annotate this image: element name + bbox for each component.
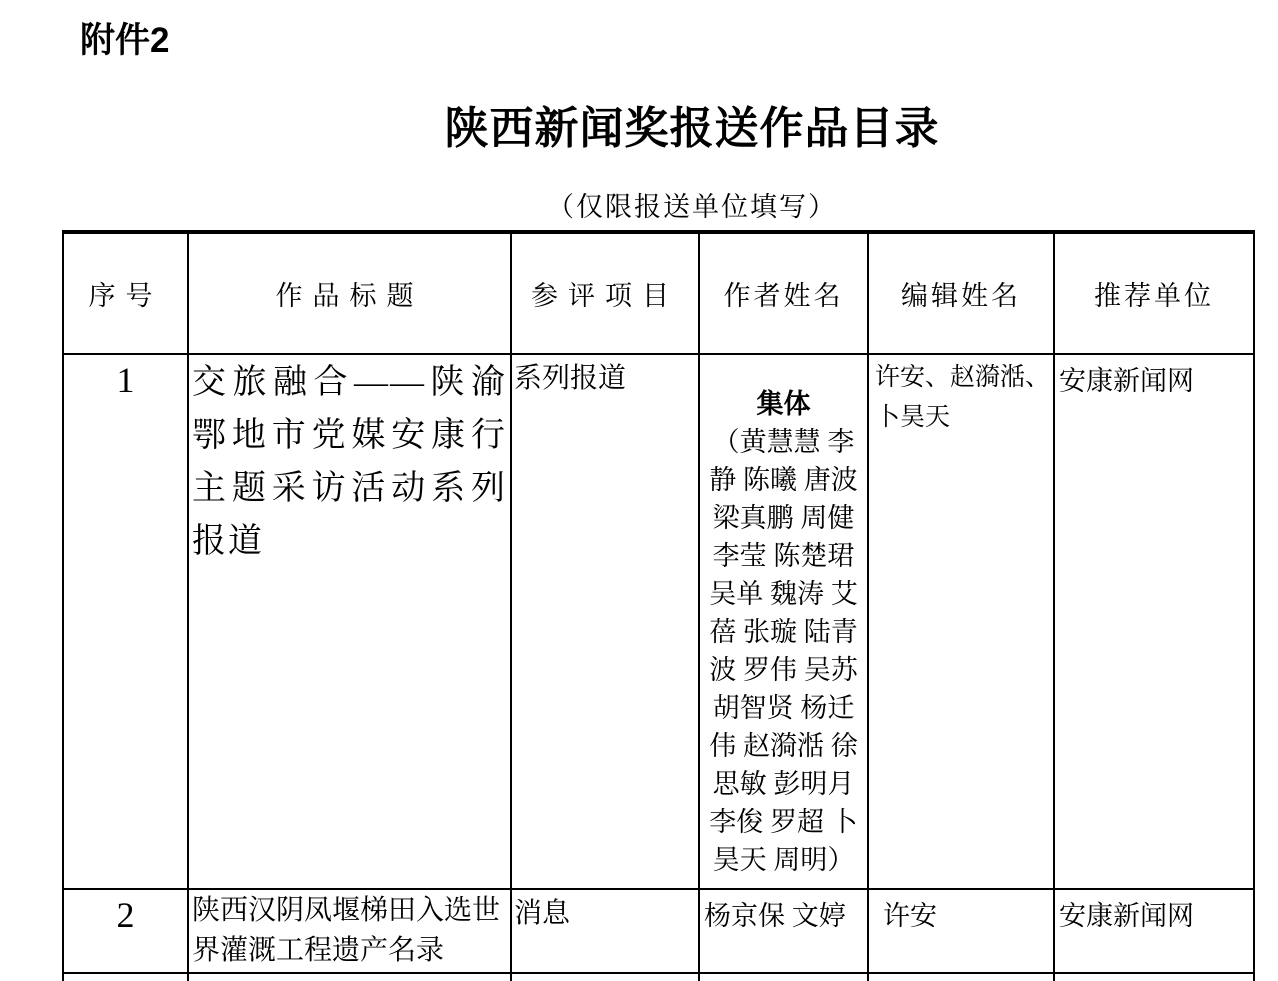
row3-editor-names-empty: [868, 973, 1054, 981]
document-title: 陕西新闻奖报送作品目录: [444, 104, 940, 153]
works-catalog-table: [62, 230, 1255, 981]
table-row-1: [63, 354, 1254, 889]
header-entry-category: 参评项目: [511, 232, 699, 354]
row1-serial-number: 1: [63, 354, 188, 889]
table-row-2: [63, 889, 1254, 973]
row2-entry-category: 消息: [511, 889, 699, 973]
attachment-label: 附件2: [80, 21, 170, 60]
row1-author-list: （黄慧慧 李静 陈曦 唐波 梁真鹏 周健 李莹 陈楚珺 吴单 魏涛 艾蓓 张璇 陆青波 罗伟 吴苏 胡智贤 杨迁伟 赵漪湉 徐思敏 彭明月 李俊 罗超 卜昊天 周明）: [709, 427, 858, 875]
header-author-name: 作者姓名: [699, 232, 868, 354]
header-serial-number: 序号: [63, 232, 188, 354]
row3-serial-number-empty: [63, 973, 188, 981]
header-work-title: 作品标题: [188, 232, 511, 354]
header-editor-name: 编辑姓名: [868, 232, 1054, 354]
row2-work-title: 陕西汉阴凤堰梯田入选世界灌溉工程遗产名录: [188, 889, 511, 973]
row2-serial-number: 2: [63, 889, 188, 973]
header-recommending-unit: 推荐单位: [1054, 232, 1254, 354]
row3-author-names-empty: [699, 973, 868, 981]
row1-author-group-label: 集体: [756, 389, 811, 419]
row2-recommending-unit: 安康新闻网: [1054, 889, 1254, 973]
document-subtitle: （仅限报送单位填写）: [547, 191, 837, 222]
row1-work-title: 交旅融合——陕渝鄂地市党媒安康行主题采访活动系列报道: [188, 354, 511, 889]
row1-recommending-unit: 安康新闻网: [1054, 354, 1254, 889]
row1-editor-names: 许安、赵漪湉、卜昊天: [868, 354, 1054, 889]
title-block: [106, 104, 1278, 224]
row3-work-title-empty: [188, 973, 511, 981]
row2-editor-names: 许安: [868, 889, 1054, 973]
row2-author-names: 杨京保 文婷: [699, 889, 868, 973]
table-row-3-partial: [63, 973, 1254, 981]
row3-recommending-unit-empty: [1054, 973, 1254, 981]
row1-author-names: [699, 354, 868, 889]
table-header-row: [63, 232, 1254, 354]
row3-entry-category-empty: [511, 973, 699, 981]
row1-entry-category: 系列报道: [511, 354, 699, 889]
